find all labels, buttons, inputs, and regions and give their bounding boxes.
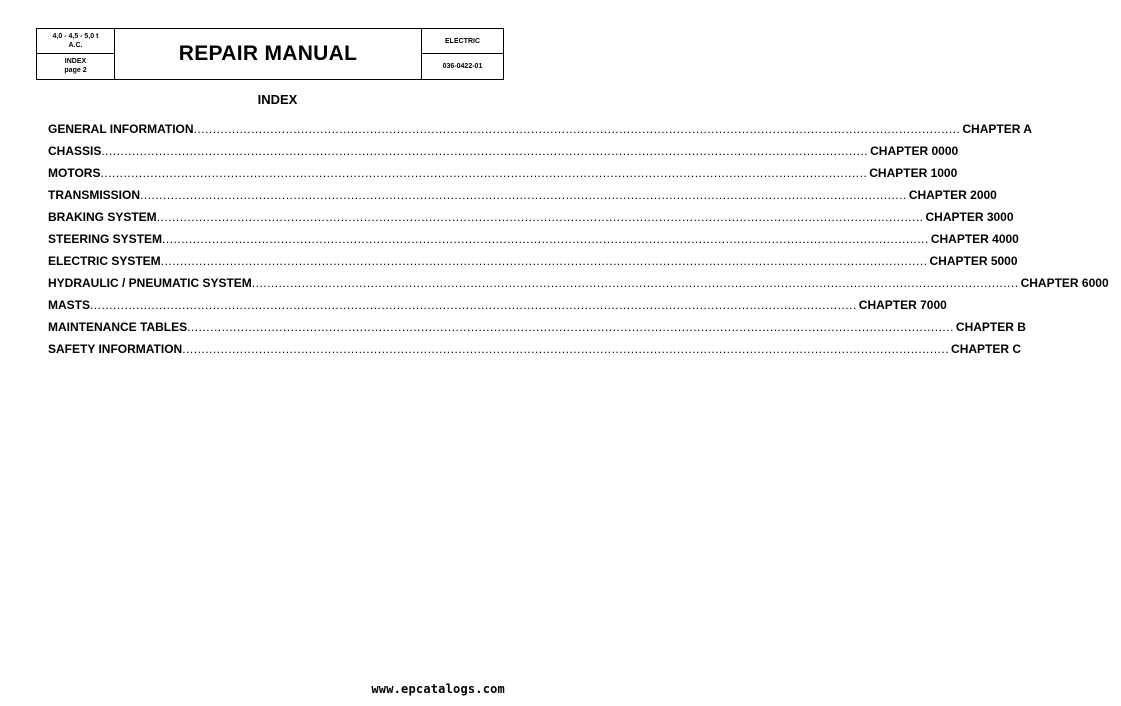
toc-entry-chapter: CHAPTER 6000 <box>1020 276 1109 290</box>
toc-entry-title: HYDRAULIC / PNEUMATIC SYSTEM <box>48 276 252 290</box>
toc-entry-chapter: CHAPTER 3000 <box>925 210 1014 224</box>
dot-leader: ........................................................................................................................................................................................................ <box>182 342 950 356</box>
dot-leader: ........................................................................................................................................................................................................ <box>101 144 869 158</box>
dot-leader: ........................................................................................................................................................................................................ <box>90 298 857 312</box>
machine-type: ELECTRIC <box>422 29 503 54</box>
toc-entry-title: MASTS <box>48 298 90 312</box>
footer-url[interactable]: www.epcatalogs.com <box>371 682 505 696</box>
toc-entry-chapter: CHAPTER 0000 <box>870 144 959 158</box>
manual-title: REPAIR MANUAL <box>115 29 422 79</box>
toc-entry-chapter: CHAPTER C <box>951 342 1022 356</box>
toc-entry-title: BRAKING SYSTEM <box>48 210 157 224</box>
toc-entry[interactable] <box>48 342 1022 364</box>
model-range: 4,0 - 4,5 - 5,0 t <box>52 33 99 40</box>
toc-entry[interactable] <box>48 210 1014 232</box>
toc-entry-title: ELECTRIC SYSTEM <box>48 254 161 268</box>
toc-entry[interactable] <box>48 166 958 188</box>
document-header <box>36 28 504 80</box>
dot-leader: ........................................................................................................................................................................................................ <box>187 320 954 334</box>
model-cell <box>37 29 115 54</box>
page-number: page 2 <box>64 67 87 74</box>
section-name: INDEX <box>64 58 87 65</box>
document-code: 036-0422-01 <box>442 63 483 70</box>
toc-entry[interactable] <box>48 298 947 320</box>
dot-leader: ........................................................................................................................................................................................................ <box>193 122 961 136</box>
section-cell <box>37 54 115 79</box>
toc-entry[interactable] <box>48 320 1026 342</box>
toc-entry[interactable] <box>48 122 1032 144</box>
dot-leader: ........................................................................................................................................................................................................ <box>100 166 868 180</box>
table-of-contents <box>48 122 1109 364</box>
toc-entry[interactable] <box>48 232 1019 254</box>
toc-entry-title: MOTORS <box>48 166 101 180</box>
toc-entry[interactable] <box>48 188 997 210</box>
toc-entry[interactable] <box>48 254 1018 276</box>
toc-entry-chapter: CHAPTER 5000 <box>929 254 1018 268</box>
toc-entry-title: TRANSMISSION <box>48 188 141 202</box>
dot-leader: ........................................................................................................................................................................................................ <box>160 254 928 268</box>
dot-leader: ........................................................................................................................................................................................................ <box>162 232 929 246</box>
toc-entry-title: SAFETY INFORMATION <box>48 342 183 356</box>
dot-leader: ........................................................................................................................................................................................................ <box>156 210 924 224</box>
toc-entry-chapter: CHAPTER A <box>962 122 1032 136</box>
model-type: A.C. <box>68 42 83 49</box>
toc-entry-chapter: CHAPTER 7000 <box>858 298 947 312</box>
toc-entry[interactable] <box>48 144 959 166</box>
dot-leader: ........................................................................................................................................................................................................ <box>251 276 1019 290</box>
toc-entry-chapter: CHAPTER 4000 <box>930 232 1019 246</box>
dot-leader: ........................................................................................................................................................................................................ <box>140 188 907 202</box>
toc-entry-title: GENERAL INFORMATION <box>48 122 194 136</box>
toc-entry-title: CHASSIS <box>48 144 102 158</box>
toc-entry-title: MAINTENANCE TABLES <box>48 320 188 334</box>
toc-entry[interactable] <box>48 276 1109 298</box>
toc-entry-title: STEERING SYSTEM <box>48 232 163 246</box>
toc-entry-chapter: CHAPTER 1000 <box>869 166 958 180</box>
toc-entry-chapter: CHAPTER 2000 <box>908 188 997 202</box>
index-heading: INDEX <box>257 92 298 107</box>
toc-entry-chapter: CHAPTER B <box>955 320 1026 334</box>
